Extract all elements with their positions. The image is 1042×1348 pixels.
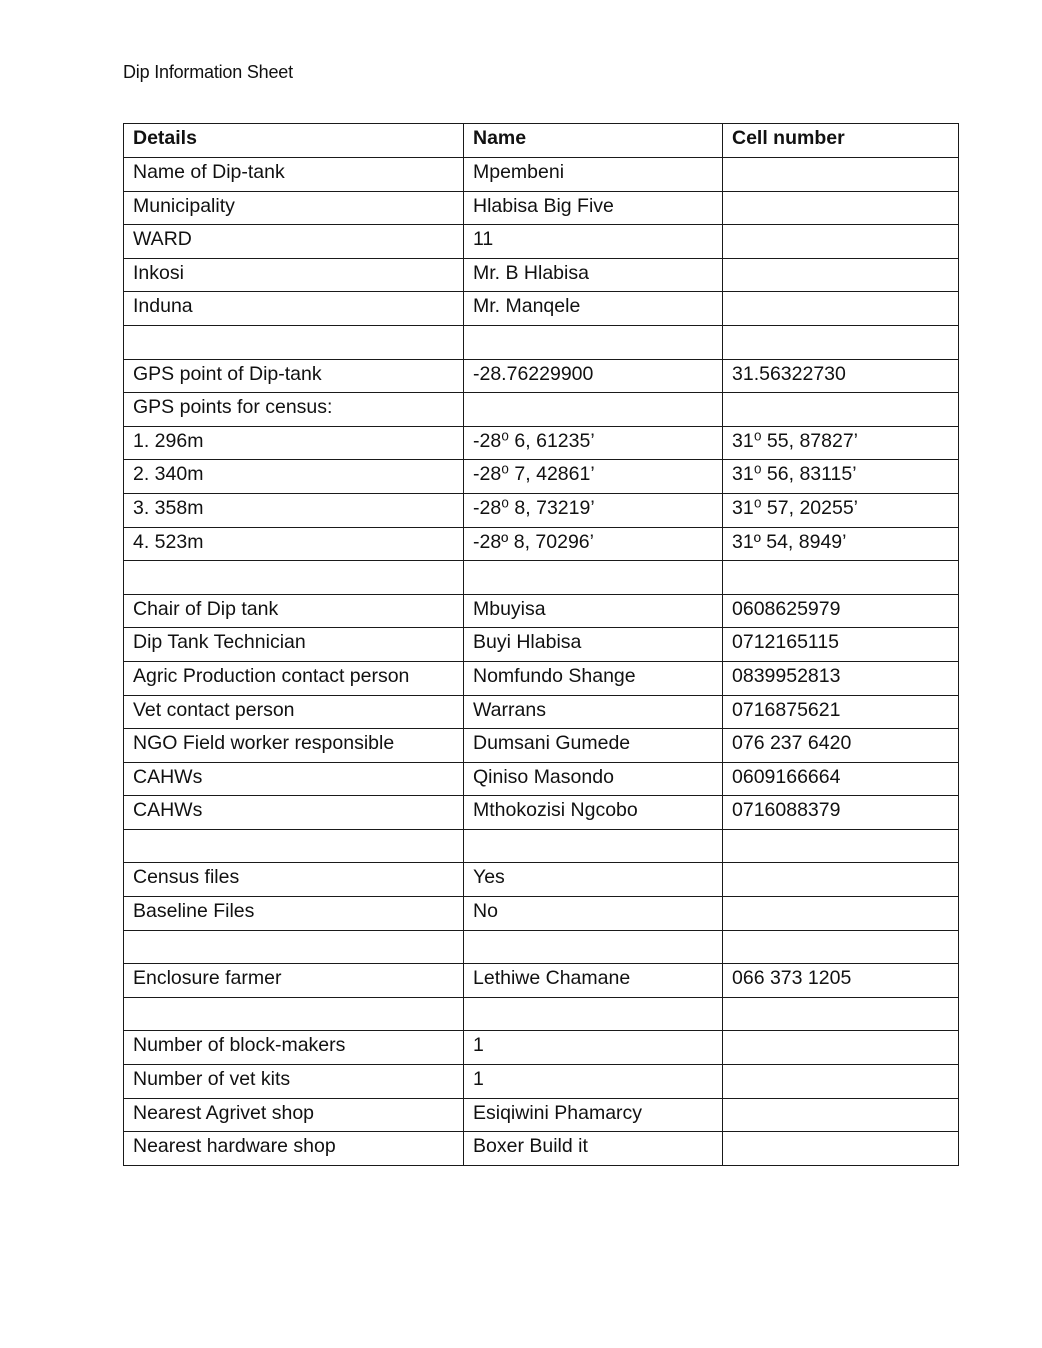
cell-number-cell-text: 0716875621	[732, 698, 841, 721]
cell-number-cell	[723, 325, 959, 359]
table-row	[124, 258, 959, 292]
details-cell	[124, 426, 464, 460]
details-cell-text: Nearest Agrivet shop	[133, 1101, 315, 1124]
name-cell-text: Yes	[473, 866, 505, 889]
table-row	[124, 661, 959, 695]
cell-number-cell-text: 0712165115	[732, 631, 840, 654]
table-row	[124, 695, 959, 729]
cell-number-cell-text: 0839952813	[732, 664, 841, 687]
header-details-label: Details	[133, 127, 197, 149]
table-row	[124, 863, 959, 897]
name-cell-text: Nomfundo Shange	[473, 664, 636, 687]
cell-number-cell	[723, 897, 959, 931]
table-row	[124, 964, 959, 998]
details-cell	[124, 1031, 464, 1065]
cell-number-cell	[723, 1098, 959, 1132]
cell-number-cell-text: 31⁰ 57, 20255’	[732, 496, 859, 519]
cell-number-cell	[723, 426, 959, 460]
details-cell-text: Inkosi	[133, 261, 184, 284]
table-row	[124, 460, 959, 494]
name-cell-text: Qiniso Masondo	[473, 765, 614, 788]
cell-number-cell-text: 076 237 6420	[732, 732, 852, 755]
name-cell	[464, 997, 723, 1031]
table-row	[124, 762, 959, 796]
name-cell-text: 1	[473, 1068, 484, 1091]
name-cell	[464, 493, 723, 527]
name-cell	[464, 829, 723, 863]
details-cell	[124, 258, 464, 292]
details-cell-text: Enclosure farmer	[133, 967, 282, 990]
name-cell	[464, 897, 723, 931]
cell-number-cell	[723, 695, 959, 729]
name-cell	[464, 661, 723, 695]
cell-number-cell-text: 31⁰ 55, 87827’	[732, 429, 859, 452]
cell-number-cell	[723, 527, 959, 561]
header-name-label: Name	[473, 127, 527, 149]
table-row	[124, 292, 959, 326]
table-row	[124, 1098, 959, 1132]
name-cell	[464, 325, 723, 359]
details-cell	[124, 762, 464, 796]
table-row	[124, 997, 959, 1031]
details-cell	[124, 964, 464, 998]
cell-number-cell	[723, 460, 959, 494]
cell-number-cell	[723, 729, 959, 763]
cell-number-cell	[723, 863, 959, 897]
name-cell-text: Esiqiwini Phamarcy	[473, 1101, 643, 1124]
name-cell	[464, 426, 723, 460]
table-row	[124, 225, 959, 259]
name-cell	[464, 695, 723, 729]
details-cell-text: Induna	[133, 295, 193, 318]
details-cell	[124, 158, 464, 192]
name-cell	[464, 527, 723, 561]
name-cell-text: -28º 8, 70296’	[473, 530, 594, 553]
name-cell	[464, 561, 723, 595]
details-cell-text: Dip Tank Technician	[133, 631, 306, 654]
name-cell-text: Hlabisa Big Five	[473, 194, 614, 217]
cell-number-cell	[723, 191, 959, 225]
details-cell-text: Vet contact person	[133, 698, 295, 721]
details-cell	[124, 325, 464, 359]
cell-number-cell	[723, 158, 959, 192]
table-row	[124, 796, 959, 830]
cell-number-cell	[723, 561, 959, 595]
table-row	[124, 561, 959, 595]
details-cell	[124, 997, 464, 1031]
table-row	[124, 393, 959, 427]
name-cell	[464, 1098, 723, 1132]
name-cell-text: Mr. Manqele	[473, 295, 581, 318]
table-row	[124, 1132, 959, 1166]
name-cell-text: Mthokozisi Ngcobo	[473, 799, 638, 822]
cell-number-cell	[723, 359, 959, 393]
cell-number-cell	[723, 762, 959, 796]
details-cell-text: Nearest hardware shop	[133, 1135, 336, 1158]
table-row	[124, 158, 959, 192]
details-cell-text: 3. 358m	[133, 496, 204, 519]
details-cell-text: 4. 523m	[133, 530, 204, 553]
table-row	[124, 628, 959, 662]
cell-number-cell-text: 066 373 1205	[732, 967, 852, 990]
name-cell	[464, 460, 723, 494]
details-cell-text: Number of vet kits	[133, 1068, 291, 1091]
name-cell	[464, 225, 723, 259]
table-row	[124, 594, 959, 628]
name-cell	[464, 762, 723, 796]
details-cell-text: Baseline Files	[133, 900, 255, 923]
details-cell	[124, 661, 464, 695]
details-cell-text: GPS point of Dip-tank	[133, 362, 322, 385]
cell-number-cell	[723, 661, 959, 695]
details-cell	[124, 594, 464, 628]
cell-number-cell-text: 31⁰ 56, 83115’	[732, 463, 857, 486]
details-cell	[124, 1098, 464, 1132]
details-cell	[124, 393, 464, 427]
details-cell-text: Municipality	[133, 194, 235, 217]
details-cell-text: Agric Production contact person	[133, 664, 410, 687]
name-cell	[464, 258, 723, 292]
details-cell-text: CAHWs	[133, 765, 203, 788]
name-cell	[464, 158, 723, 192]
name-cell-text: No	[473, 900, 498, 923]
details-cell	[124, 561, 464, 595]
cell-number-cell	[723, 628, 959, 662]
details-cell	[124, 729, 464, 763]
cell-number-cell	[723, 997, 959, 1031]
details-cell-text: 1. 296m	[133, 429, 204, 452]
cell-number-cell	[723, 829, 959, 863]
header-cell-number-label: Cell number	[732, 127, 845, 149]
cell-number-cell	[723, 594, 959, 628]
details-cell	[124, 527, 464, 561]
table-row	[124, 191, 959, 225]
details-cell-text: Census files	[133, 866, 240, 889]
details-cell-text: NGO Field worker responsible	[133, 732, 395, 755]
name-cell	[464, 964, 723, 998]
name-cell	[464, 1132, 723, 1166]
document-title: Dip Information Sheet	[123, 62, 293, 82]
details-cell-text: Name of Dip-tank	[133, 161, 285, 183]
table-row	[124, 493, 959, 527]
details-cell	[124, 796, 464, 830]
details-cell-text: GPS points for census:	[133, 396, 333, 419]
table-row	[124, 426, 959, 460]
header-details	[124, 124, 464, 158]
header-cell-number	[723, 124, 959, 158]
details-cell	[124, 359, 464, 393]
table-row	[124, 527, 959, 561]
details-cell	[124, 829, 464, 863]
header-name	[464, 124, 723, 158]
details-cell	[124, 191, 464, 225]
cell-number-cell	[723, 292, 959, 326]
cell-number-cell	[723, 1132, 959, 1166]
name-cell	[464, 594, 723, 628]
table-row	[124, 829, 959, 863]
name-cell	[464, 393, 723, 427]
name-cell	[464, 930, 723, 964]
cell-number-cell	[723, 1065, 959, 1099]
cell-number-cell	[723, 1031, 959, 1065]
table-row	[124, 325, 959, 359]
table-row	[124, 729, 959, 763]
details-cell-text: 2. 340m	[133, 463, 204, 486]
details-cell-text: CAHWs	[133, 799, 203, 822]
details-cell	[124, 225, 464, 259]
table-row	[124, 1031, 959, 1065]
cell-number-cell-text: 0716088379	[732, 799, 841, 822]
name-cell	[464, 729, 723, 763]
name-cell-text: Mbuyisa	[473, 597, 546, 620]
details-cell	[124, 628, 464, 662]
cell-number-cell	[723, 964, 959, 998]
name-cell	[464, 1065, 723, 1099]
cell-number-cell	[723, 493, 959, 527]
details-cell	[124, 1065, 464, 1099]
cell-number-cell	[723, 930, 959, 964]
details-cell	[124, 695, 464, 729]
name-cell	[464, 863, 723, 897]
name-cell-text: -28⁰ 6, 61235’	[473, 429, 595, 452]
name-cell-text: 11	[473, 228, 494, 251]
dip-information-table	[123, 123, 959, 1166]
cell-number-cell	[723, 258, 959, 292]
name-cell-text: -28.76229900	[473, 362, 594, 385]
table-row	[124, 897, 959, 931]
details-cell	[124, 930, 464, 964]
table-body	[124, 158, 959, 1166]
details-cell	[124, 292, 464, 326]
name-cell-text: Warrans	[473, 698, 546, 721]
name-cell-text: -28⁰ 7, 42861’	[473, 463, 595, 486]
details-cell-text: Number of block-makers	[133, 1034, 346, 1057]
cell-number-cell-text: 0608625979	[732, 597, 841, 620]
name-cell-text: Lethiwe Chamane	[473, 967, 631, 990]
name-cell-text: Mr. B Hlabisa	[473, 261, 589, 284]
name-cell-text: Mpembeni	[473, 161, 565, 183]
table-row	[124, 930, 959, 964]
name-cell-text: 1	[473, 1034, 484, 1057]
cell-number-cell-text: 31º 54, 8949’	[732, 530, 847, 553]
details-cell-text: Chair of Dip tank	[133, 597, 279, 620]
name-cell-text: Dumsani Gumede	[473, 732, 631, 755]
name-cell	[464, 796, 723, 830]
cell-number-cell	[723, 796, 959, 830]
details-cell	[124, 493, 464, 527]
name-cell-text: -28⁰ 8, 73219’	[473, 496, 595, 519]
details-cell	[124, 863, 464, 897]
cell-number-cell-text: 31.56322730	[732, 362, 846, 385]
table-row	[124, 359, 959, 393]
cell-number-cell-text: 0609166664	[732, 765, 841, 788]
name-cell	[464, 191, 723, 225]
name-cell-text: Buyi Hlabisa	[473, 631, 582, 654]
name-cell	[464, 1031, 723, 1065]
details-cell	[124, 1132, 464, 1166]
details-cell	[124, 897, 464, 931]
name-cell	[464, 628, 723, 662]
cell-number-cell	[723, 393, 959, 427]
name-cell	[464, 359, 723, 393]
details-cell-text: WARD	[133, 228, 192, 251]
details-cell	[124, 460, 464, 494]
cell-number-cell	[723, 225, 959, 259]
table-header-row	[124, 124, 959, 158]
name-cell-text: Boxer Build it	[473, 1135, 588, 1158]
name-cell	[464, 292, 723, 326]
table-row	[124, 1065, 959, 1099]
